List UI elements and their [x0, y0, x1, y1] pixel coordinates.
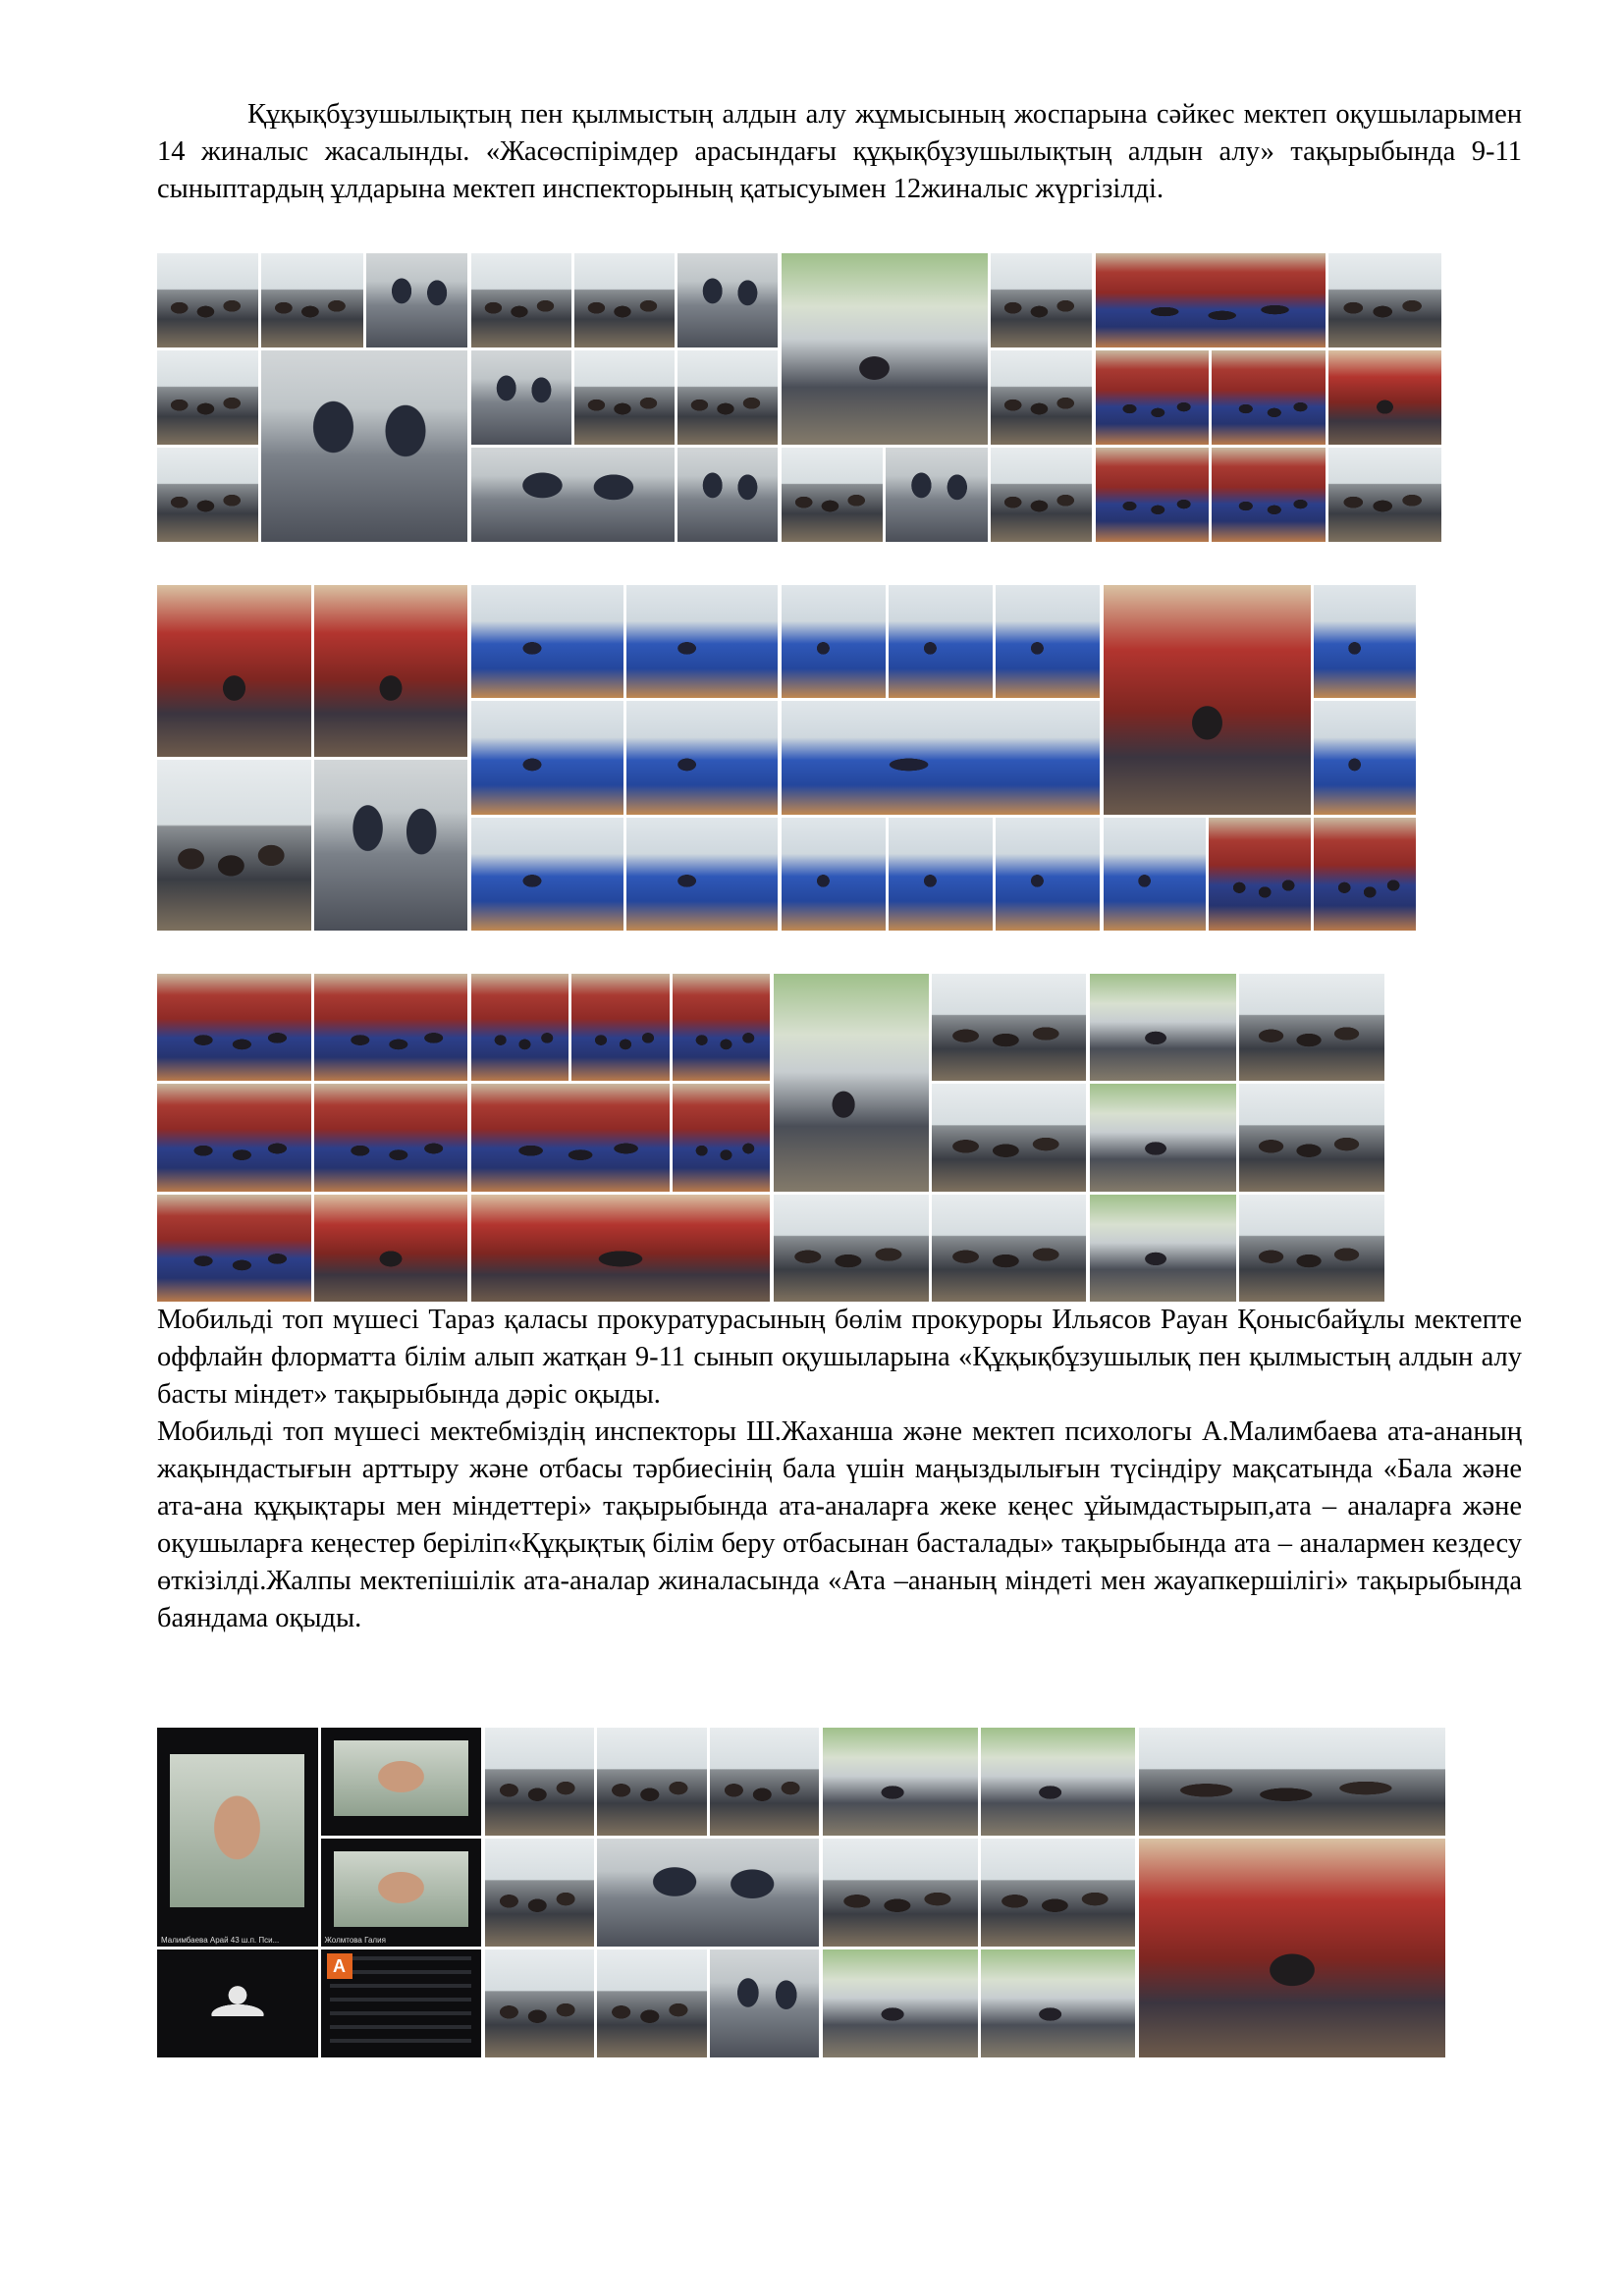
photo: [1104, 818, 1206, 931]
photo: [157, 585, 311, 757]
photo: [1314, 818, 1416, 931]
photo: [996, 818, 1100, 931]
photo: [774, 974, 929, 1192]
participant-video: [170, 1754, 304, 1907]
photo-panel: [1139, 1728, 1445, 2057]
photo: [471, 701, 623, 814]
photo: [471, 585, 623, 698]
photo: [571, 974, 669, 1081]
photo-panel: [157, 253, 467, 542]
photo: [1209, 818, 1311, 931]
photo: [1096, 253, 1326, 347]
photo-panel: [1096, 253, 1441, 542]
video-call-tile: [321, 1728, 482, 1836]
photo: [1239, 974, 1385, 1081]
photo: [366, 253, 467, 347]
photo: [471, 448, 675, 542]
photo: [823, 1839, 978, 1947]
photo-panel: [782, 585, 1100, 931]
photo: [782, 253, 988, 445]
participant-video: [334, 1740, 468, 1816]
video-call-tile: [157, 1949, 318, 2057]
photo: [1139, 1728, 1445, 1836]
photo-panel: [1104, 585, 1416, 931]
photo: [626, 585, 779, 698]
photo: [1104, 585, 1311, 815]
participant-name: Малимбаева Арай 43 ш.п. Пси...: [161, 1936, 280, 1945]
photo: [314, 585, 468, 757]
photo: [1096, 350, 1209, 445]
photo: [1212, 350, 1325, 445]
photo: [1314, 701, 1416, 814]
photo: [889, 818, 993, 931]
photo-panel: [157, 974, 467, 1302]
photo-collage-1: [157, 253, 1441, 542]
photo: [314, 760, 468, 932]
photo: [677, 448, 778, 542]
paragraph-text: Құқықбұзушылықтың пен қылмыстың алдын алу жұмысының жоспарына сәйкес мектеп оқушыларымен 14 жиналыс жасалынды. «Жасөспірімдер арасындағы құқықбұзушылықтың алдын алу» тақырыбында 9-11 сыныптардың ұлдарына мектеп инспекторының қатысуымен 12жиналыс жүргізілді.: [157, 99, 1522, 204]
participant-name: Жолмтова Галия: [324, 1936, 386, 1945]
photo: [782, 585, 886, 698]
photo: [485, 1839, 594, 1947]
photo: [823, 1949, 978, 2057]
photo: [932, 1195, 1087, 1302]
photo: [932, 974, 1087, 1081]
photo: [889, 585, 993, 698]
photo-collage-2: [157, 585, 1420, 931]
photo: [1090, 974, 1236, 1081]
participant-video: [334, 1851, 468, 1927]
photo: [485, 1949, 594, 2057]
photo: [774, 1195, 929, 1302]
photo: [157, 448, 258, 542]
person-icon: [210, 1984, 265, 2016]
photo-collage-4: [157, 1728, 1449, 2057]
paragraph-parents-meeting: [157, 1414, 1522, 1637]
photo: [782, 818, 886, 931]
photo: [1239, 1084, 1385, 1191]
photo: [157, 1084, 311, 1191]
photo: [673, 1084, 770, 1191]
photo: [782, 701, 1100, 814]
photo-panel: [471, 253, 778, 542]
video-call-tile: [157, 1728, 318, 1947]
photo: [1328, 253, 1441, 347]
photo: [314, 1195, 468, 1302]
photo: [471, 1084, 670, 1191]
photo: [471, 253, 571, 347]
photo: [823, 1728, 978, 1836]
photo: [261, 253, 362, 347]
photo-panel: [157, 585, 467, 931]
photo: [1139, 1839, 1445, 2057]
paragraph-prevention-meetings: [157, 96, 1522, 208]
photo-panel: [782, 253, 1092, 542]
photo: [485, 1728, 594, 1836]
photo: [1328, 350, 1441, 445]
photo: [981, 1949, 1136, 2057]
photo: [677, 253, 778, 347]
photo: [261, 350, 467, 542]
photo-panel: [823, 1728, 1135, 2057]
photo: [1096, 448, 1209, 542]
photo: [157, 1195, 311, 1302]
video-call-tile: [321, 1839, 482, 1947]
photo: [626, 818, 779, 931]
photo: [1328, 448, 1441, 542]
photo: [157, 974, 311, 1081]
photo: [1314, 585, 1416, 698]
photo: [932, 1084, 1087, 1191]
paragraph-text: Мобильді топ мүшесі Тараз қаласы прокуратурасының бөлім прокуроры Ильясов Рауан Қонысбайұлы мектепте оффлайн флорматта білім алып жатқан 9-11 сынып оқушыларына «Құқықбұзушылық пен қылмыстың алдын алу басты міндет» тақырыбында дәріс оқыды.: [157, 1305, 1522, 1410]
photo-panel: [774, 974, 1086, 1302]
photo: [677, 350, 778, 445]
photo: [710, 1728, 819, 1836]
photo: [981, 1839, 1136, 1947]
photo: [574, 350, 675, 445]
photo: [886, 448, 987, 542]
photo-panel: [1090, 974, 1384, 1302]
photo: [597, 1728, 706, 1836]
photo: [471, 350, 571, 445]
photo: [574, 253, 675, 347]
photo-panel: [471, 974, 770, 1302]
photo: [157, 760, 311, 932]
paragraph-prosecutor-lecture: [157, 1302, 1522, 1414]
photo: [673, 974, 770, 1081]
photo: [314, 974, 468, 1081]
photo: [471, 1195, 770, 1302]
photo: [782, 448, 883, 542]
video-call-panel: [157, 1728, 481, 2057]
photo: [597, 1949, 706, 2057]
photo: [1239, 1195, 1385, 1302]
photo: [991, 253, 1092, 347]
photo: [157, 253, 258, 347]
photo: [471, 974, 568, 1081]
participants-list: [321, 1949, 482, 2057]
photo: [1090, 1084, 1236, 1191]
photo-panel: [485, 1728, 819, 2057]
photo: [991, 350, 1092, 445]
photo: [981, 1728, 1136, 1836]
photo: [1090, 1195, 1236, 1302]
photo: [314, 1084, 468, 1191]
photo: [710, 1949, 819, 2057]
photo: [157, 350, 258, 445]
photo-collage-3: [157, 974, 1388, 1302]
participant-avatar-letter: A: [327, 1953, 352, 1979]
photo: [597, 1839, 819, 1947]
photo: [1212, 448, 1325, 542]
photo: [471, 818, 623, 931]
photo: [991, 448, 1092, 542]
photo-panel: [471, 585, 778, 931]
photo: [996, 585, 1100, 698]
paragraph-text: Мобильді топ мүшесі мектебміздің инспекторы Ш.Жаханша және мектеп психологы А.Малимбаева ата-ананың жақындастығын арттыру және отбасы тәрбиесінің бала үшін маңыздылығын түсіндіру мақсатында «Бала және ата-ана құқықтары мен міндеттері» тақырыбында ата-аналарға жеке кеңес ұйымдастырып,ата – аналарға және оқушыларға кеңестер беріліп«Құқықтық білім беру отбасынан басталады» тақырыбында ата – аналармен кездесу өткізілді.Жалпы мектепішілік ата-аналар жиналасында «Ата –ананың міндеті мен жауапкершілігі» тақырыбында баяндама оқыды.: [157, 1416, 1522, 1633]
photo: [626, 701, 779, 814]
